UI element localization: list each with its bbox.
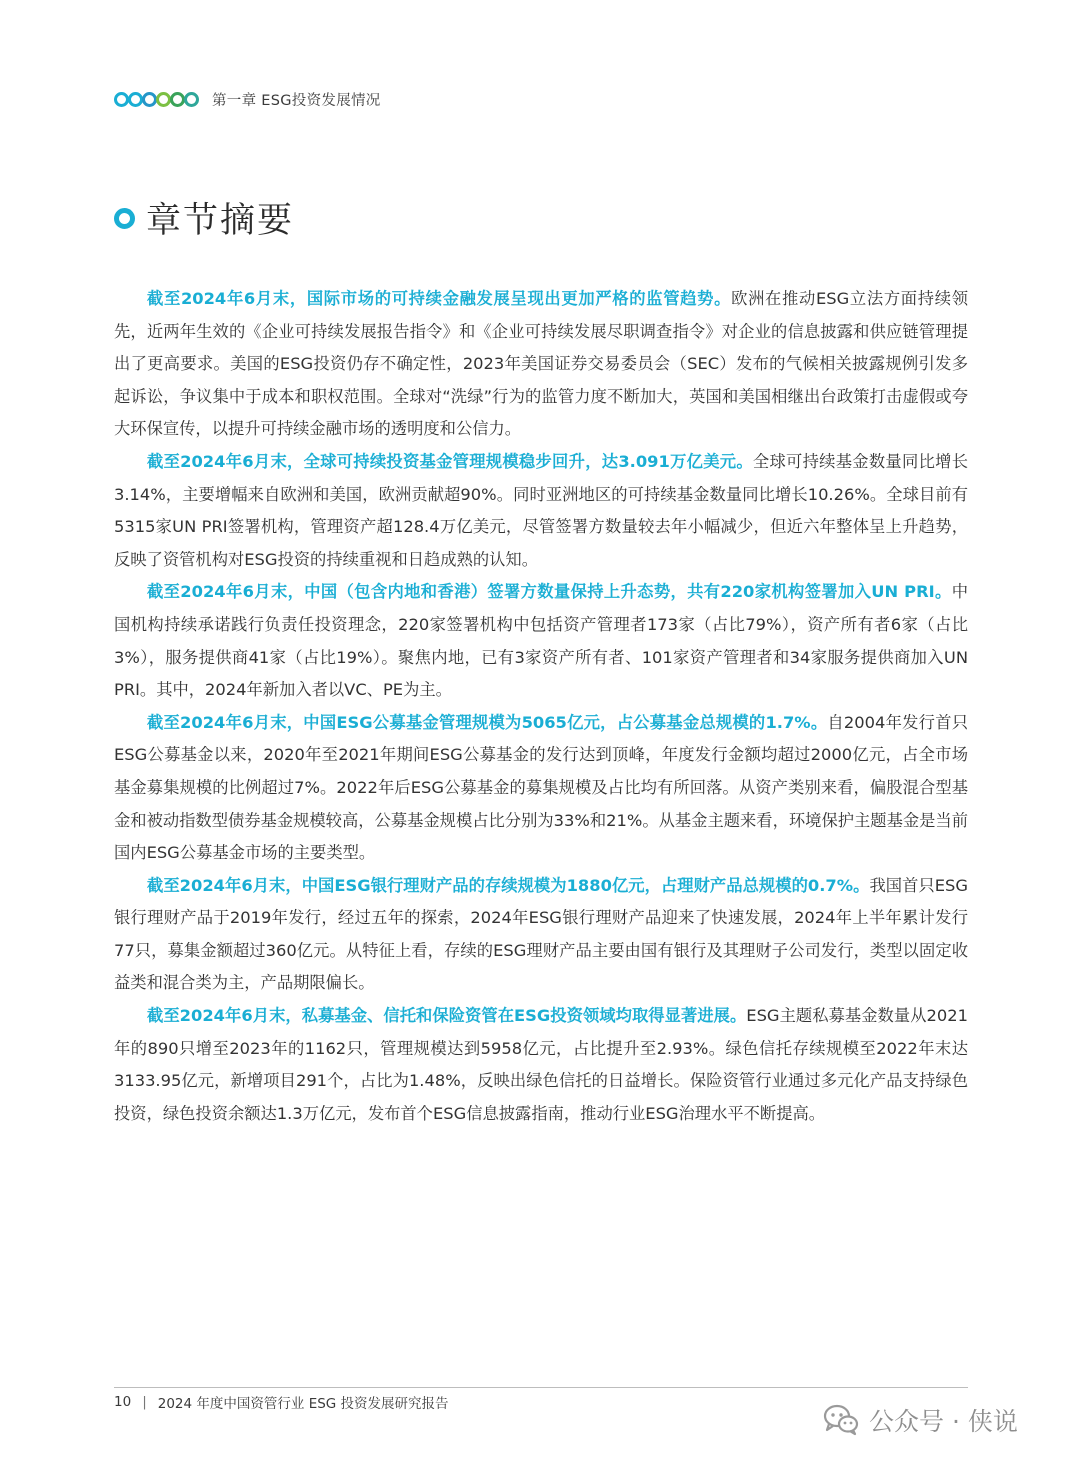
watermark-text: 公众号 · 侠说 — [869, 1407, 1018, 1436]
summary-paragraph — [114, 1000, 968, 1130]
chapter-title: 第一章 ESG投资发展情况 — [212, 92, 381, 109]
summary-paragraph — [114, 446, 968, 576]
header-dot — [142, 92, 157, 107]
header-dot — [128, 92, 143, 107]
paragraph-text: 中国机构持续承诺践行负责任投资理念，220家签署机构中包括资产管理者173家（占比79%），资产所有者6家（占比3%），服务提供商41家（占比19%）。聚焦内地，已有3家资产所有者、101家资产管理者和34家服务提供商加入UN PRI。其中，2024年新加入者以VC、PE为主。 — [114, 582, 968, 700]
header-dot — [156, 92, 171, 107]
heading-bullet-icon — [114, 208, 135, 229]
section-title: 章节摘要 — [146, 201, 295, 241]
section-heading — [114, 193, 294, 243]
summary-paragraph — [114, 870, 968, 1000]
paragraph-text: 自2004年发行首只ESG公募基金以来，2020年至2021年期间ESG公募基金的发行达到顶峰，年度发行金额均超过2000亿元，占全市场基金募集规模的比例超过7%。2022年后ESG公募基金的募集规模及占比均有所回落。从资产类别来看，偏股混合型基金和被动指数型债券基金规模较高，公募基金规模占比分别为33%和21%。从基金主题来看，环境保护主题基金是当前国内ESG公募基金市场的主要类型。 — [114, 712, 969, 863]
paragraph-highlight: 截至2024年6月末，中国ESG银行理财产品的存续规模为1880亿元，占理财产品总规模的0.7%。 — [147, 875, 870, 895]
header-dot — [114, 92, 129, 107]
paragraph-highlight: 截至2024年6月末，国际市场的可持续金融发展呈现出更加严格的监管趋势。 — [147, 289, 732, 308]
paragraph-text: 我国首只ESG银行理财产品于2019年发行，经过五年的探索，2024年ESG银行理财产品迎来了快速发展，2024年上半年累计发行77只，募集金额超过360亿元。从特征上看，存续的ESG理财产品主要由国有银行及其理财子公司发行，类型以固定收益类和混合类为主，产品期限偏长。 — [114, 875, 969, 993]
header-dots-decoration — [114, 92, 198, 107]
paragraph-text: ESG主题私募基金数量从2021年的890只增至2023年的1162只，管理规模达到5958亿元，占比提升至2.93%。绿色信托存续规模至2022年末达3133.95亿元，新增项目291个，占比为1.48%，反映出绿色信托的日益增长。保险资管行业通过多元化产品支持绿色投资，绿色投资余额达1.3万亿元，发布首个ESG信息披露指南，推动行业ESG治理水平不断提高。 — [114, 1006, 968, 1123]
summary-paragraph — [114, 283, 968, 446]
running-header — [114, 88, 381, 110]
paragraph-highlight: 截至2024年6月末，中国ESG公募基金管理规模为5065亿元，占公募基金总规模的1.7%。 — [147, 712, 828, 732]
header-dot — [184, 92, 199, 107]
paragraph-highlight: 截至2024年6月末，中国（包含内地和香港）签署方数量保持上升态势，共有220家机构签署加入UN PRI。 — [147, 582, 952, 602]
summary-body — [114, 283, 968, 1130]
report-title: 2024 年度中国资管行业 ESG 投资发展研究报告 — [157, 1396, 449, 1412]
paragraph-text: 欧洲在推动ESG立法方面持续领先，近两年生效的《企业可持续发展报告指令》和《企业可持续发展尽职调查指令》对企业的信息披露和供应链管理提出了更高要求。美国的ESG投资仍存不确定性，2023年美国证券交易委员会（SEC）发布的气候相关披露规例引发多起诉讼，争议集中于成本和职权范围。全球对“洗绿”行为的监管力度不断加大，英国和美国相继出台政策打击虚假或夸大环保宣传，以提升可持续金融市场的透明度和公信力。 — [114, 289, 968, 439]
watermark — [823, 1402, 1018, 1438]
footer-separator: | — [142, 1394, 147, 1410]
page-footer — [114, 1392, 449, 1412]
paragraph-highlight: 截至2024年6月末，私募基金、信托和保险资管在ESG投资领域均取得显著进展。 — [147, 1006, 747, 1026]
paragraph-highlight: 截至2024年6月末，全球可持续投资基金管理规模稳步回升，达3.091万亿美元。 — [147, 451, 753, 471]
footer-divider — [114, 1387, 968, 1388]
wechat-icon — [823, 1404, 859, 1436]
page-number: 10 — [114, 1394, 132, 1410]
paragraph-text: 全球可持续基金数量同比增长3.14%，主要增幅来自欧洲和美国，欧洲贡献超90%。同时亚洲地区的可持续基金数量同比增长10.26%。全球目前有5315家UN PRI签署机构，管理资产超128.4万亿美元，尽管签署方数量较去年小幅减少，但近六年整体呈上升趋势，反映了资管机构对ESG投资的持续重视和日趋成熟的认知。 — [114, 451, 968, 569]
header-dot — [170, 92, 185, 107]
summary-paragraph — [114, 707, 968, 870]
summary-paragraph — [114, 576, 968, 706]
